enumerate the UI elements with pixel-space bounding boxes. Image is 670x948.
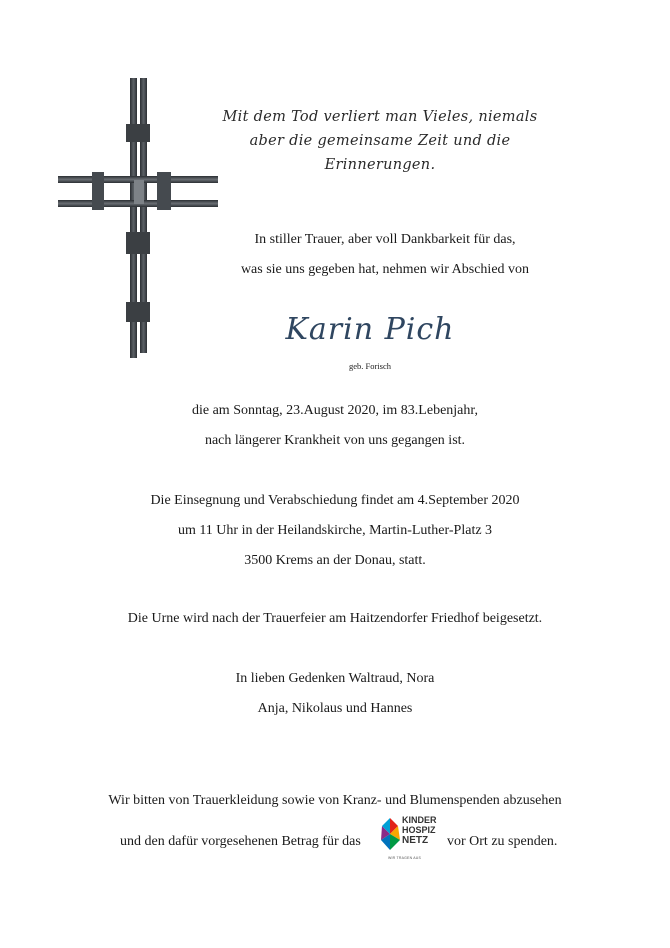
quote-line-2: aber die gemeinsame Zeit und die [249,133,511,149]
death-line-1: die am Sonntag, 23.August 2020, im 83.Lebenjahr, [191,403,478,418]
logo-word-kinder: KINDER [402,815,437,825]
kinder-hospiz-netz-logo [378,812,440,866]
intro-line-2: was sie uns gegeben hat, nehmen wir Abschied von [240,262,530,277]
deceased-name: Karin Pich [285,312,455,347]
urn-notice: Die Urne wird nach der Trauerfeier am Haitzendorfer Friedhof beigesetzt. [127,611,543,626]
birth-name: geb. Forisch [348,361,392,371]
family-line-2: Anja, Nikolaus und Hannes [257,701,413,716]
donation-line-2-after: vor Ort zu spenden. [447,834,558,849]
intro-line-1: In stiller Trauer, aber voll Dankbarkeit für das, [254,232,516,247]
donation-line-2-before: und den dafür vorgesehenen Betrag für das [120,834,361,849]
memorial-quote [190,105,570,177]
ceremony-line-2: um 11 Uhr in der Heilandskirche, Martin-Luther-Platz 3 [177,523,493,538]
ceremony-line-3: 3500 Krems an der Donau, statt. [244,553,426,568]
ceremony-line-1: Die Einsegnung und Verabschiedung findet am 4.September 2020 [150,493,520,508]
death-line-2: nach längerer Krankheit von uns gegangen ist. [204,433,466,448]
logo-emblem-icon [378,816,402,852]
logo-tagline: WIR TRAGEN AUS [388,856,422,860]
quote-line-3: Erinnerungen. [324,157,436,173]
donation-line-1: Wir bitten von Trauerkleidung sowie von Kranz- und Blumenspenden abzusehen [108,793,562,808]
logo-word-hospiz: HOSPIZ [402,825,436,835]
quote-line-1: Mit dem Tod verliert man Vieles, niemals [222,109,538,125]
family-line-1: In lieben Gedenken Waltraud, Nora [235,671,435,686]
logo-word-netz: NETZ [402,835,429,846]
